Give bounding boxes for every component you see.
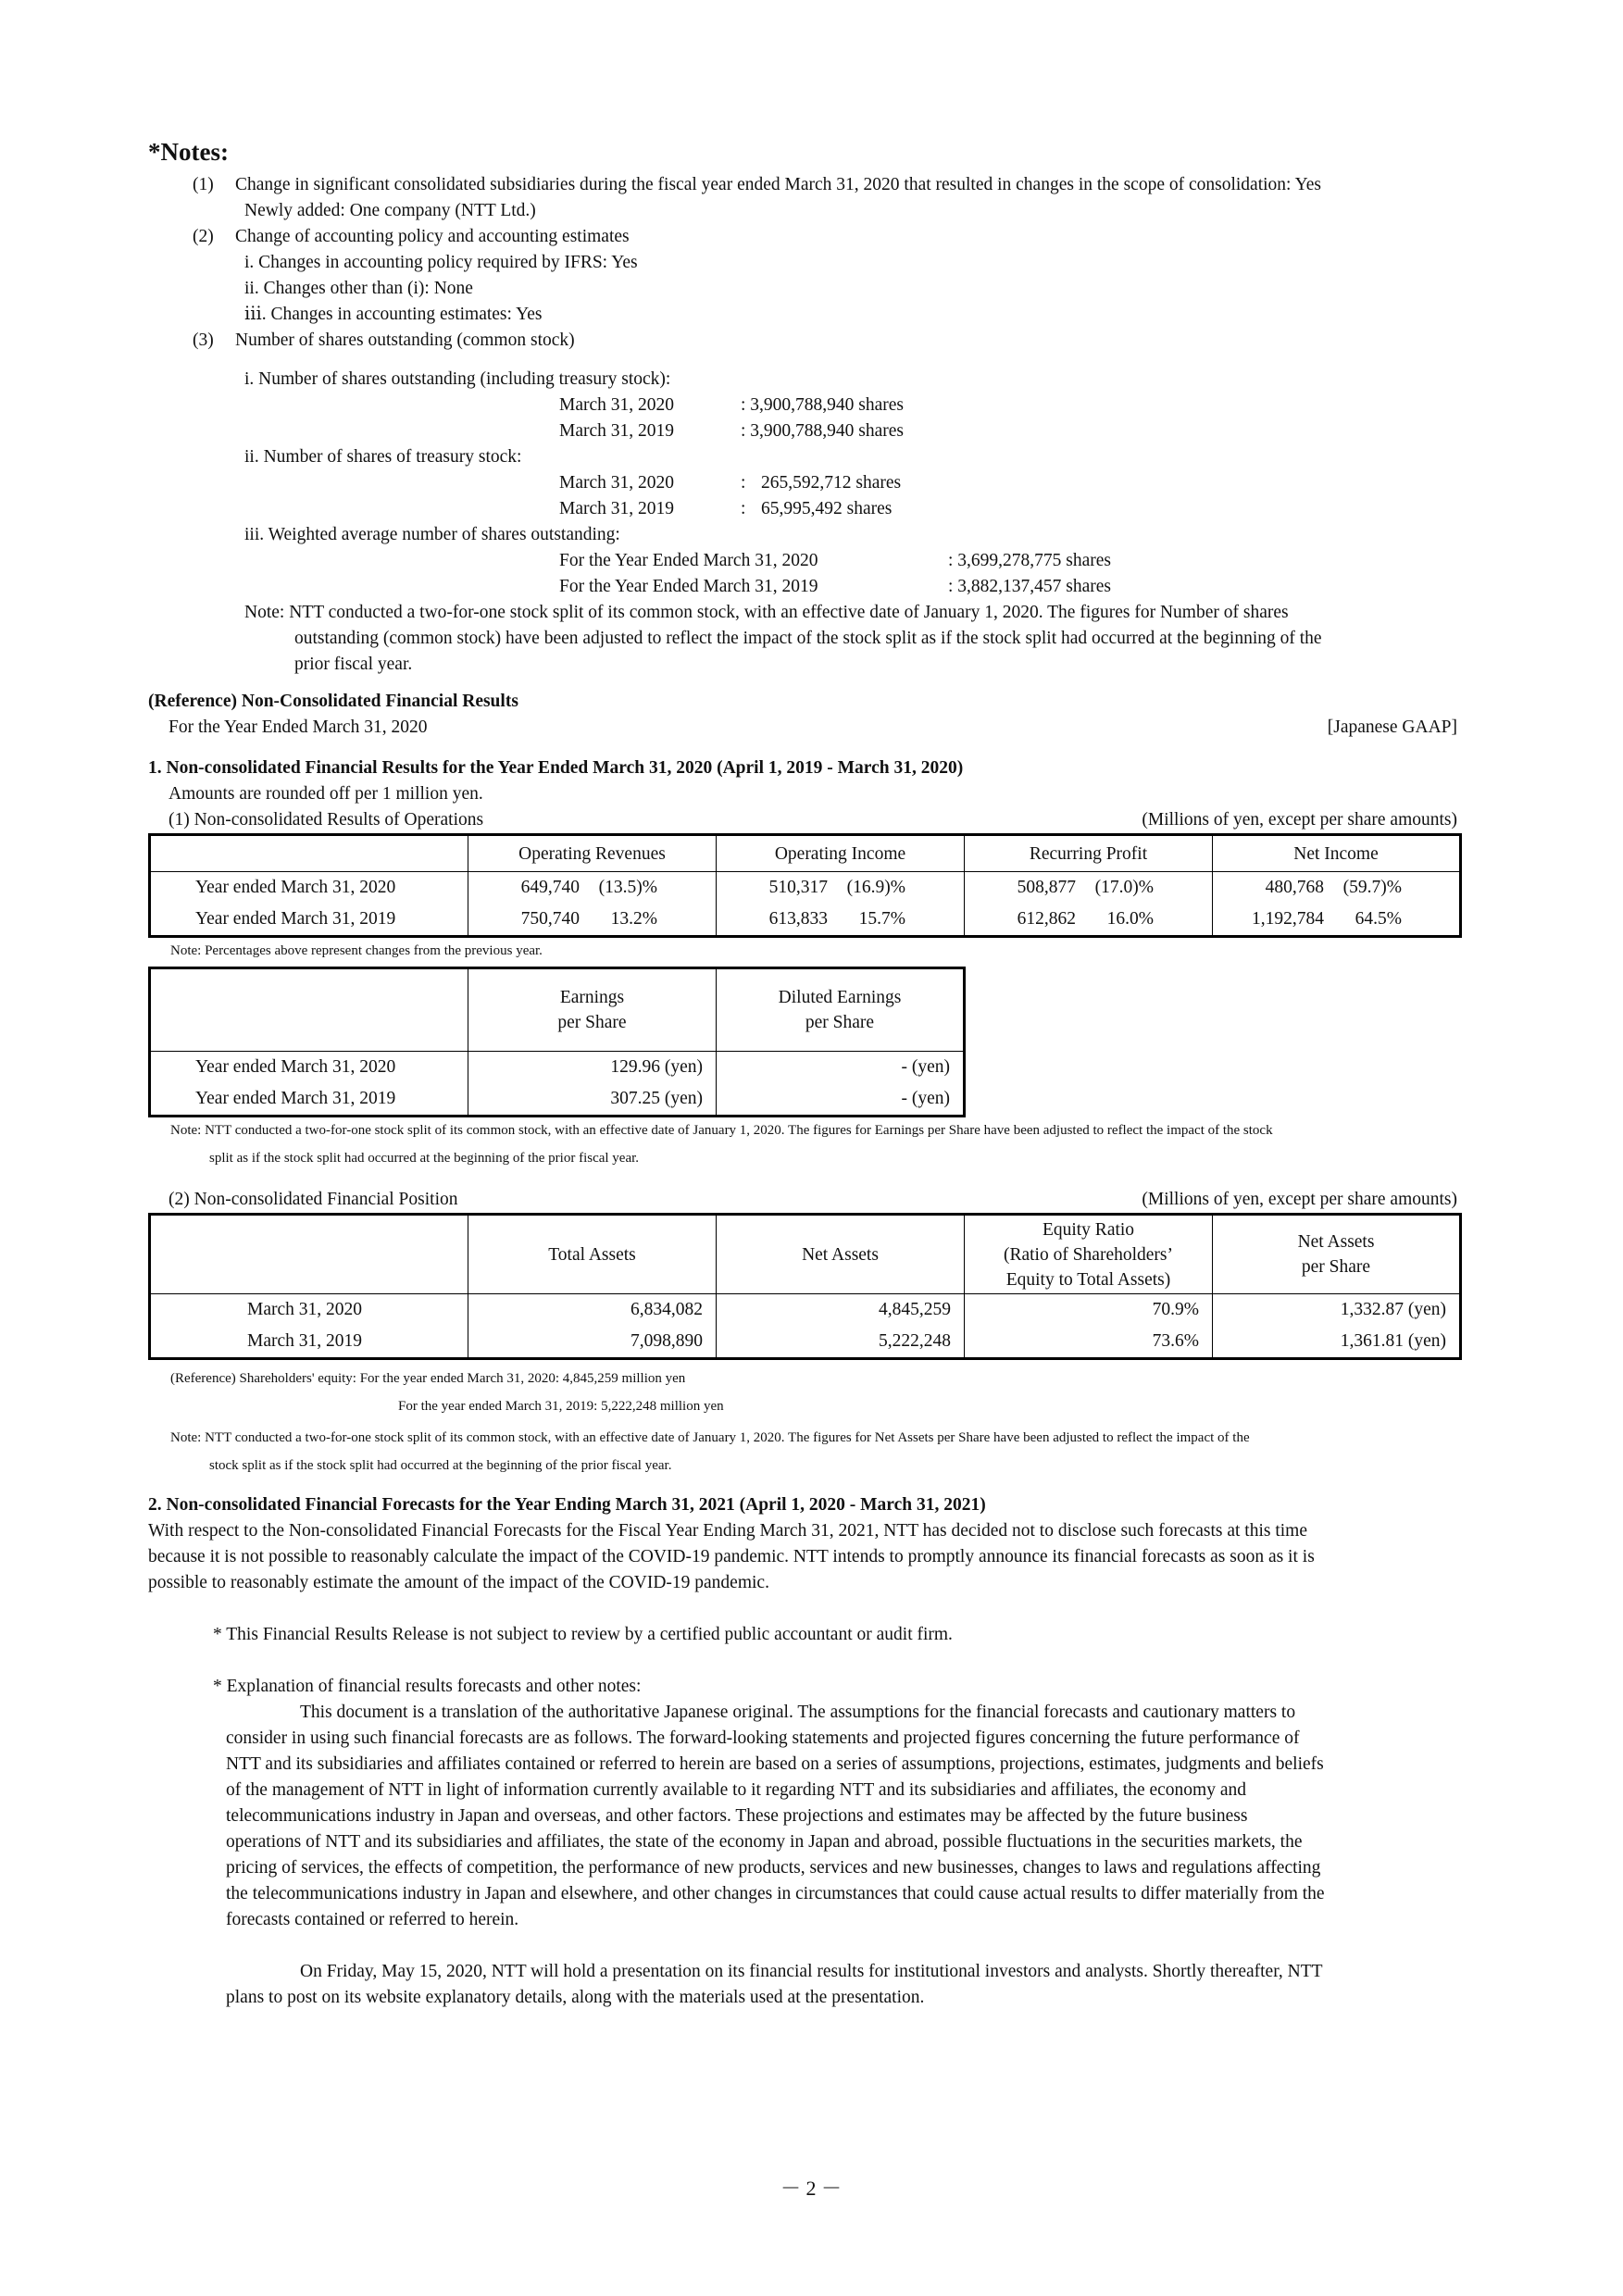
amount: 508,877 <box>1017 878 1076 897</box>
reference-period: For the Year Ended March 31, 2020 <box>169 718 428 737</box>
explanation-line: pricing of services, the effects of competition, the performance of new products, services and new businesses, changes to laws and regulations affecting <box>226 1858 1321 1878</box>
financial-position-table <box>148 1213 1462 1360</box>
shares-note-line: outstanding (common stock) have been adjusted to reflect the impact of the stock split as if the stock split had occurred at the beginning of the <box>294 629 1322 648</box>
header-line: Net Assets <box>1297 1232 1375 1252</box>
table-row <box>150 872 1461 905</box>
header-line: (Ratio of Shareholders’ <box>1003 1244 1174 1265</box>
amount: 613,833 <box>768 909 828 929</box>
page-number: － 2 － <box>780 2177 843 2200</box>
amount: 1,192,784 <box>1252 909 1324 929</box>
explanation-line: the telecommunications industry in Japan and elsewhere, and other changes in circumstances that could cause actual results to differ materially from the <box>226 1884 1325 1903</box>
header-line: per Share <box>805 1013 875 1032</box>
note-2-ii: ii. Changes other than (i): None <box>244 279 473 298</box>
row-label: March 31, 2020 <box>150 1294 468 1327</box>
shares-outstanding-title: i. Number of shares outstanding (including treasury stock): <box>244 369 671 389</box>
results-of-operations-label: (1) Non-consolidated Results of Operations <box>169 810 484 830</box>
net-assets-note-line: stock split as if the stock split had occurred at the beginning of the prior fiscal year. <box>209 1458 672 1473</box>
total-assets-value: 7,098,890 <box>468 1326 717 1359</box>
header-operating-income: Operating Income <box>717 835 965 872</box>
row-label: Year ended March 31, 2020 <box>150 1052 468 1084</box>
percent-change: (13.5)% <box>598 878 657 897</box>
table-row <box>150 1294 1461 1327</box>
header-line: Equity to Total Assets) <box>1005 1269 1171 1290</box>
forecast-paragraph-line: because it is not possible to reasonably calculate the impact of the COVID-19 pandemic. NTT intends to promptly announce its financial forecasts as soon as it is <box>148 1547 1315 1566</box>
treasury-stock-colon: : <box>741 499 746 518</box>
shares-note-line: prior fiscal year. <box>294 655 413 674</box>
operating-income-cell <box>717 904 965 937</box>
note-2-text: Change of accounting policy and accounting estimates <box>235 227 630 246</box>
weighted-average-period: For the Year Ended March 31, 2019 <box>559 577 818 596</box>
eps-value: 129.96 (yen) <box>468 1052 717 1084</box>
percent-change: 64.5% <box>1355 909 1402 929</box>
amount: 480,768 <box>1265 878 1324 897</box>
explanation-line: consider in using such financial forecasts are as follows. The forward-looking statements and projected figures concerning the future performance of <box>226 1728 1300 1748</box>
treasury-stock-title: ii. Number of shares of treasury stock: <box>244 447 522 467</box>
weighted-average-value: : 3,699,278,775 shares <box>948 551 1112 570</box>
explanation-line: of the management of NTT in light of information currently available to it regarding NTT and its subsidiaries and affiliates, the economy and <box>226 1780 1246 1800</box>
header-line: per Share <box>1301 1257 1371 1277</box>
reference-title: (Reference) Non-Consolidated Financial Results <box>148 692 518 711</box>
notes-heading: *Notes: <box>148 138 229 166</box>
total-assets-value: 6,834,082 <box>468 1294 717 1327</box>
diluted-eps-value: - (yen) <box>717 1083 965 1117</box>
note-1-sub: Newly added: One company (NTT Ltd.) <box>244 201 536 220</box>
operating-income-cell <box>717 872 965 905</box>
weighted-average-value: : 3,882,137,457 shares <box>948 577 1112 596</box>
net-assets-per-share-value: 1,361.81 (yen) <box>1213 1326 1461 1359</box>
amount: 612,862 <box>1017 909 1076 929</box>
gaap-label: [Japanese GAAP] <box>1327 718 1457 737</box>
explanation-line: telecommunications industry in Japan and overseas, and other factors. These projections and estimates may be affected by the future business <box>226 1806 1248 1826</box>
treasury-stock-date: March 31, 2020 <box>559 473 675 493</box>
treasury-stock-value: 265,592,712 shares <box>761 473 902 493</box>
weighted-average-title: iii. Weighted average number of shares outstanding: <box>244 525 620 544</box>
recurring-profit-cell <box>965 872 1213 905</box>
review-note: * This Financial Results Release is not subject to review by a certified public accountant or audit firm. <box>213 1625 953 1644</box>
table-row <box>150 1052 965 1084</box>
header-blank-cell <box>150 968 468 1052</box>
explanation-line: forecasts contained or referred to herein. <box>226 1910 519 1929</box>
amount: 649,740 <box>520 878 580 897</box>
header-equity-ratio <box>965 1215 1213 1294</box>
percent-change: (17.0)% <box>1094 878 1154 897</box>
shares-outstanding-date: March 31, 2019 <box>559 421 675 441</box>
forecast-paragraph-line: With respect to the Non-consolidated Financial Forecasts for the Fiscal Year Ending March 31, 2021, NTT has decided not to disclose such forecasts at this time <box>148 1521 1307 1541</box>
note-3-number: (3) <box>193 331 214 350</box>
row-label: Year ended March 31, 2019 <box>150 1083 468 1117</box>
header-line: Equity Ratio <box>1042 1219 1135 1240</box>
amount: 510,317 <box>768 878 828 897</box>
operating-revenues-cell <box>468 872 717 905</box>
net-assets-per-share-value: 1,332.87 (yen) <box>1213 1294 1461 1327</box>
header-earnings-per-share <box>468 968 717 1052</box>
header-total-assets: Total Assets <box>468 1215 717 1294</box>
recurring-profit-cell <box>965 904 1213 937</box>
percentages-note: Note: Percentages above represent changes from the previous year. <box>170 943 543 958</box>
header-line: per Share <box>557 1013 627 1032</box>
row-label: Year ended March 31, 2020 <box>150 872 468 905</box>
header-blank-cell <box>150 835 468 872</box>
eps-value: 307.25 (yen) <box>468 1083 717 1117</box>
unit-label: (Millions of yen, except per share amounts) <box>1142 1190 1457 1209</box>
shares-outstanding-value: : 3,900,788,940 shares <box>741 421 905 441</box>
treasury-stock-colon: : <box>741 473 746 493</box>
header-diluted-earnings-per-share <box>717 968 965 1052</box>
shares-outstanding-date: March 31, 2020 <box>559 395 675 415</box>
shares-outstanding-value: : 3,900,788,940 shares <box>741 395 905 415</box>
header-operating-revenues: Operating Revenues <box>468 835 717 872</box>
percent-change: 16.0% <box>1106 909 1154 929</box>
section-1-title: 1. Non-consolidated Financial Results for the Year Ended March 31, 2020 (April 1, 2019 - March 31, 2020) <box>148 758 964 778</box>
diluted-eps-value: - (yen) <box>717 1052 965 1084</box>
header-net-assets: Net Assets <box>717 1215 965 1294</box>
unit-label: (Millions of yen, except per share amounts) <box>1142 810 1457 830</box>
table-row <box>150 1083 965 1117</box>
equity-ratio-value: 73.6% <box>965 1326 1213 1359</box>
note-1-number: (1) <box>193 175 214 194</box>
earnings-per-share-table <box>148 967 966 1117</box>
percent-change: (16.9)% <box>846 878 905 897</box>
note-1-text: Change in significant consolidated subsidiaries during the fiscal year ended March 31, 2020 that resulted in changes in the scope of consolidation: Yes <box>235 175 1321 194</box>
header-net-assets-per-share <box>1213 1215 1461 1294</box>
table-row <box>150 1326 1461 1359</box>
row-label: March 31, 2019 <box>150 1326 468 1359</box>
percent-change: (59.7)% <box>1342 878 1402 897</box>
explanation-line: This document is a translation of the authoritative Japanese original. The assumptions for the financial forecasts and cautionary matters to <box>300 1703 1296 1722</box>
eps-note-line: split as if the stock split had occurred at the beginning of the prior fiscal year. <box>209 1151 640 1166</box>
equity-ratio-value: 70.9% <box>965 1294 1213 1327</box>
note-2-iii: ⅲ. Changes in accounting estimates: Yes <box>244 305 543 324</box>
percent-change: 13.2% <box>610 909 657 929</box>
shares-note-line: Note: NTT conducted a two-for-one stock split of its common stock, with an effective date of January 1, 2020. The figures for Number of shares <box>244 603 1289 622</box>
header-blank-cell <box>150 1215 468 1294</box>
note-3-text: Number of shares outstanding (common stock) <box>235 331 575 350</box>
note-2-i: i. Changes in accounting policy required by IFRS: Yes <box>244 253 638 272</box>
shareholders-equity-reference: For the year ended March 31, 2019: 5,222,248 million yen <box>398 1399 724 1414</box>
header-recurring-profit: Recurring Profit <box>965 835 1213 872</box>
financial-position-label: (2) Non-consolidated Financial Position <box>169 1190 458 1209</box>
forecast-paragraph-line: possible to reasonably estimate the amount of the impact of the COVID-19 pandemic. <box>148 1573 769 1592</box>
treasury-stock-value: 65,995,492 shares <box>761 499 893 518</box>
net-assets-value: 5,222,248 <box>717 1326 965 1359</box>
presentation-line: plans to post on its website explanatory details, along with the materials used at the presentation. <box>226 1988 925 2007</box>
section-2-title: 2. Non-consolidated Financial Forecasts for the Year Ending March 31, 2021 (April 1, 2020 - March 31, 2021) <box>148 1495 986 1515</box>
rounding-note: Amounts are rounded off per 1 million yen. <box>169 784 483 804</box>
shareholders-equity-reference: (Reference) Shareholders' equity: For the year ended March 31, 2020: 4,845,259 million yen <box>170 1371 686 1386</box>
operating-revenues-cell <box>468 904 717 937</box>
weighted-average-period: For the Year Ended March 31, 2020 <box>559 551 818 570</box>
presentation-line: On Friday, May 15, 2020, NTT will hold a presentation on its financial results for institutional investors and analysts. Shortly thereafter, NTT <box>300 1962 1323 1981</box>
net-assets-value: 4,845,259 <box>717 1294 965 1327</box>
header-net-income: Net Income <box>1213 835 1461 872</box>
results-of-operations-table <box>148 833 1462 938</box>
table-row <box>150 904 1461 937</box>
explanation-line: NTT and its subsidiaries and affiliates contained or referred to herein are based on a series of assumptions, projections, estimates, judgments and beliefs <box>226 1754 1324 1774</box>
amount: 750,740 <box>520 909 580 929</box>
explanation-title: * Explanation of financial results forecasts and other notes: <box>213 1677 642 1696</box>
explanation-line: operations of NTT and its subsidiaries and affiliates, the state of the economy in Japan and abroad, possible fluctuations in the securities markets, the <box>226 1832 1303 1852</box>
net-income-cell <box>1213 872 1461 905</box>
treasury-stock-date: March 31, 2019 <box>559 499 675 518</box>
header-line: Diluted Earnings <box>778 988 902 1007</box>
note-2-number: (2) <box>193 227 214 246</box>
percent-change: 15.7% <box>858 909 905 929</box>
header-line: Earnings <box>559 988 625 1007</box>
row-label: Year ended March 31, 2019 <box>150 904 468 937</box>
net-assets-note-line: Note: NTT conducted a two-for-one stock split of its common stock, with an effective date of January 1, 2020. The figures for Net Assets per Share have been adjusted to reflect the impact of the <box>170 1430 1250 1445</box>
net-income-cell <box>1213 904 1461 937</box>
eps-note-line: Note: NTT conducted a two-for-one stock split of its common stock, with an effective date of January 1, 2020. The figures for Earnings per Share have been adjusted to reflect the impact of the stock <box>170 1123 1273 1138</box>
